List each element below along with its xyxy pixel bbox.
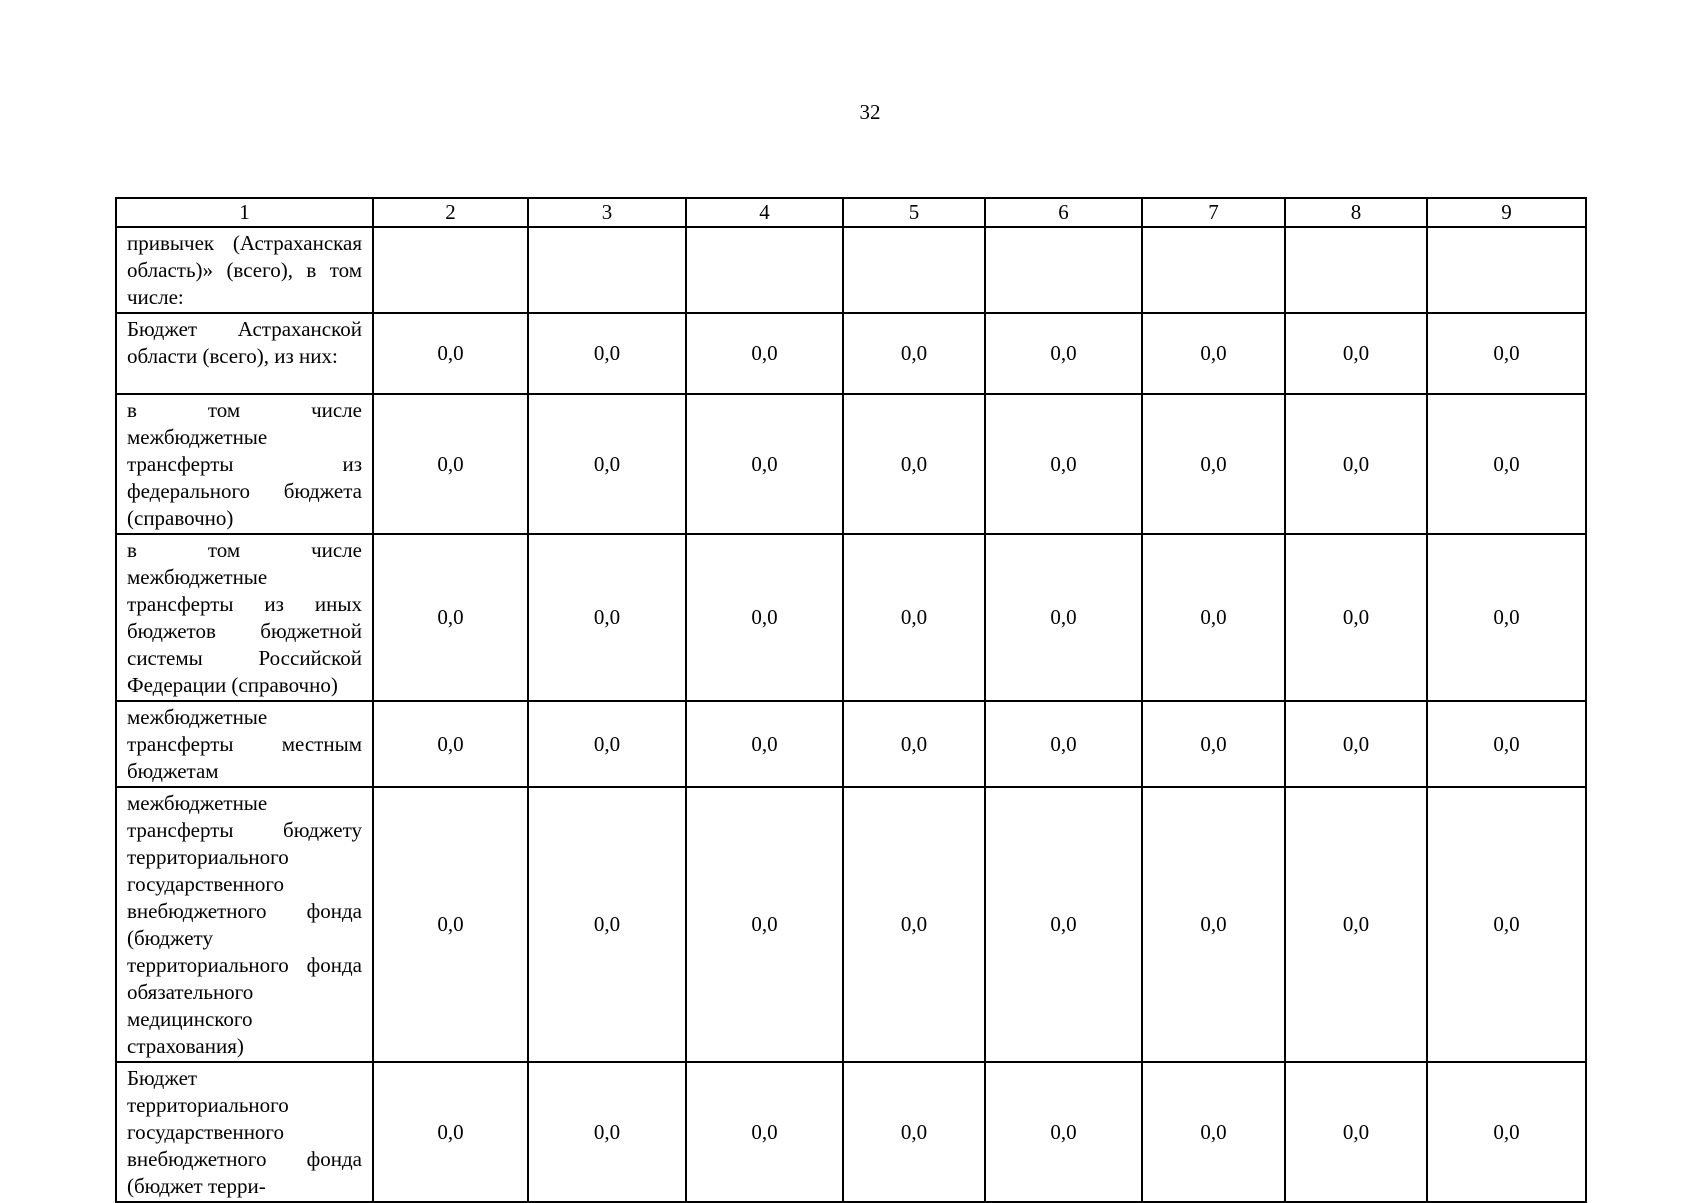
cell-value: [985, 227, 1142, 313]
cell-value: 0,0: [1285, 787, 1427, 1062]
cell-value: 0,0: [1427, 313, 1586, 394]
cell-value: 0,0: [1285, 534, 1427, 701]
cell-value: 0,0: [1427, 701, 1586, 787]
cell-value: [686, 227, 843, 313]
cell-value: [1142, 227, 1285, 313]
column-header: 3: [528, 198, 686, 227]
cell-value: 0,0: [373, 394, 528, 534]
cell-value: 0,0: [1427, 787, 1586, 1062]
cell-value: 0,0: [528, 701, 686, 787]
cell-value: [1285, 227, 1427, 313]
cell-value: 0,0: [1427, 1062, 1586, 1202]
cell-value: 0,0: [1142, 313, 1285, 394]
table-row: [116, 701, 1586, 787]
row-label: межбюджетные трансферты бюджету территориального государственного внебюджетного фонда (бюджету территориального фонда обязательного медицинского страхования): [116, 787, 373, 1062]
row-label: межбюджетные трансферты местным бюджетам: [116, 701, 373, 787]
cell-value: [373, 227, 528, 313]
cell-value: 0,0: [528, 1062, 686, 1202]
column-header: 9: [1427, 198, 1586, 227]
cell-value: 0,0: [373, 313, 528, 394]
table-row: [116, 227, 1586, 313]
cell-value: 0,0: [686, 394, 843, 534]
cell-value: 0,0: [528, 787, 686, 1062]
row-label: в том числе межбюджетные трансферты из иных бюджетов бюджетной системы Российской Федерации (справочно): [116, 534, 373, 701]
cell-value: 0,0: [1285, 701, 1427, 787]
column-header: 4: [686, 198, 843, 227]
cell-value: 0,0: [843, 701, 985, 787]
cell-value: 0,0: [843, 313, 985, 394]
table-row: [116, 1062, 1586, 1202]
table-row: [116, 313, 1586, 394]
cell-value: 0,0: [985, 1062, 1142, 1202]
cell-value: 0,0: [985, 701, 1142, 787]
column-header: 5: [843, 198, 985, 227]
cell-value: 0,0: [373, 1062, 528, 1202]
cell-value: 0,0: [686, 701, 843, 787]
cell-value: [1427, 227, 1586, 313]
table-row: [116, 787, 1586, 1062]
cell-value: 0,0: [843, 394, 985, 534]
cell-value: 0,0: [686, 1062, 843, 1202]
cell-value: 0,0: [985, 787, 1142, 1062]
cell-value: 0,0: [985, 534, 1142, 701]
cell-value: 0,0: [1285, 313, 1427, 394]
budget-table: [115, 197, 1587, 1203]
cell-value: 0,0: [843, 534, 985, 701]
cell-value: 0,0: [1427, 534, 1586, 701]
cell-value: 0,0: [1427, 394, 1586, 534]
page-number: 32: [859, 100, 881, 124]
column-header: 7: [1142, 198, 1285, 227]
table-row: [116, 534, 1586, 701]
row-label: Бюджет Астраханской области (всего), из них:: [116, 313, 373, 394]
cell-value: 0,0: [686, 787, 843, 1062]
row-label: в том числе межбюджетные трансферты из федерального бюджета (справочно): [116, 394, 373, 534]
cell-value: 0,0: [843, 787, 985, 1062]
cell-value: 0,0: [1285, 1062, 1427, 1202]
cell-value: 0,0: [1142, 1062, 1285, 1202]
cell-value: 0,0: [1142, 534, 1285, 701]
header-row: [116, 198, 1586, 227]
cell-value: 0,0: [686, 534, 843, 701]
cell-value: 0,0: [985, 394, 1142, 534]
column-header: 8: [1285, 198, 1427, 227]
column-header: 2: [373, 198, 528, 227]
cell-value: 0,0: [528, 394, 686, 534]
cell-value: 0,0: [528, 534, 686, 701]
cell-value: 0,0: [1142, 787, 1285, 1062]
cell-value: 0,0: [528, 313, 686, 394]
cell-value: 0,0: [1142, 394, 1285, 534]
cell-value: 0,0: [373, 534, 528, 701]
cell-value: 0,0: [843, 1062, 985, 1202]
table-row: [116, 394, 1586, 534]
cell-value: 0,0: [1142, 701, 1285, 787]
cell-value: 0,0: [373, 787, 528, 1062]
column-header: 1: [116, 198, 373, 227]
row-label: Бюджет территориального государственного внебюджетного фонда (бюджет терри-: [116, 1062, 373, 1202]
cell-value: 0,0: [686, 313, 843, 394]
cell-value: 0,0: [373, 701, 528, 787]
cell-value: 0,0: [1285, 394, 1427, 534]
cell-value: [843, 227, 985, 313]
cell-value: 0,0: [985, 313, 1142, 394]
column-header: 6: [985, 198, 1142, 227]
cell-value: [528, 227, 686, 313]
row-label: привычек (Астраханская область)» (всего), в том числе:: [116, 227, 373, 313]
